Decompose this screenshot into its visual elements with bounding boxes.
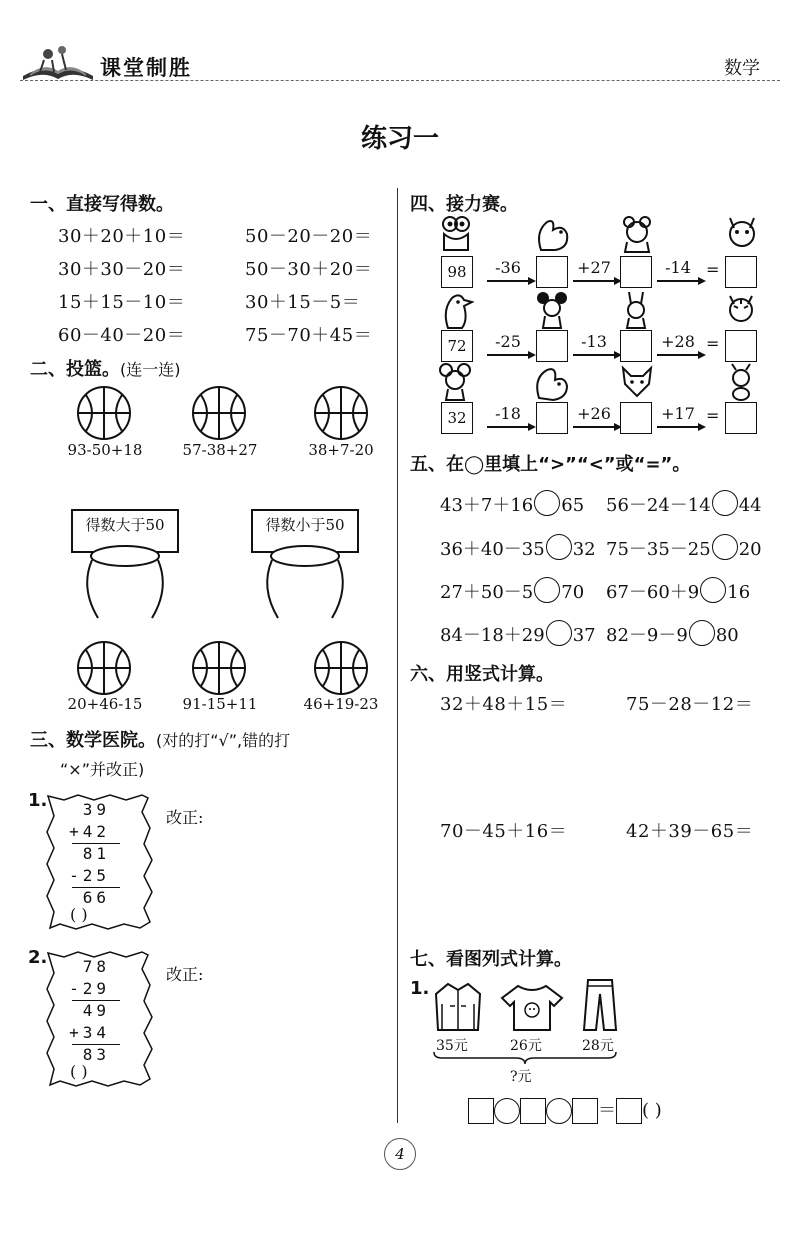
compare-item: 75－35－25 20: [606, 534, 762, 561]
problem-number: 1.: [410, 978, 430, 999]
mental-math-item: 30＋30－20＝: [58, 259, 186, 280]
mental-math-item: 60－40－20＝: [58, 325, 186, 346]
equals-sign: =: [706, 406, 720, 425]
basketball-expression: 46+19-23: [303, 695, 379, 713]
basketball-icon: [313, 640, 369, 696]
basketball-expression: 93-50+18: [67, 441, 143, 459]
mental-math-item: 30＋20＋10＝: [58, 226, 186, 247]
compare-item: 36＋40－35 32: [440, 534, 596, 561]
basketball-icon: [313, 385, 369, 441]
equals-sign: ＝: [598, 1100, 616, 1121]
vertical-calc-line: 83: [82, 1045, 110, 1064]
mental-math-item: 50－30＋20＝: [245, 259, 373, 280]
compare-circle[interactable]: [534, 577, 560, 603]
ant-icon: [722, 362, 762, 402]
arrow-line: [487, 280, 529, 282]
judgement-paren: ( ): [70, 1062, 88, 1081]
compare-item: 56－24－14 44: [606, 490, 762, 517]
page-title: 练习一: [360, 124, 439, 154]
relay-answer-box[interactable]: [620, 330, 652, 362]
basketball-icon: [191, 640, 247, 696]
vertical-calc-line: 39: [82, 800, 110, 819]
cat-icon: [722, 214, 762, 254]
arrow-line: [657, 354, 699, 356]
relay-answer-box[interactable]: [725, 256, 757, 288]
answer-box[interactable]: [468, 1098, 494, 1124]
compare-item: 43＋7＋16 65: [440, 490, 584, 517]
operator-circle[interactable]: [546, 1098, 572, 1124]
section-3-title: 三、数学医院。(对的打“√”,错的打: [30, 730, 291, 751]
relay-operation: +27: [577, 258, 611, 277]
frog-icon: [438, 214, 474, 254]
relay-answer-box[interactable]: [725, 330, 757, 362]
section-7-title: 七、看图列式计算。: [410, 949, 572, 970]
compare-circle[interactable]: [700, 577, 726, 603]
basketball-expression: 38+7-20: [308, 441, 374, 459]
vertical-calc-line: 78: [82, 957, 110, 976]
header-title: 课堂制胜: [100, 56, 192, 80]
price-label: 35元: [436, 1038, 468, 1054]
column-calc-item: 32＋48＋15＝: [440, 694, 568, 715]
answer-box[interactable]: [520, 1098, 546, 1124]
relay-operation: -14: [665, 258, 691, 277]
relay-answer-box[interactable]: [536, 256, 568, 288]
arrow-icon: [528, 277, 536, 285]
relay-answer-box[interactable]: [536, 402, 568, 434]
tiger-icon: [722, 290, 762, 330]
header-divider: [20, 80, 780, 81]
vertical-calc-line: +34: [69, 1023, 110, 1042]
equals-sign: =: [706, 334, 720, 353]
correction-label: 改正:: [166, 808, 204, 827]
mouse-icon: [533, 290, 573, 330]
basketball-icon: [76, 640, 132, 696]
arrow-line: [573, 354, 615, 356]
squirrel-icon: [533, 362, 573, 402]
correction-label: 改正:: [166, 965, 204, 984]
pants-icon: [580, 978, 620, 1034]
jacket-icon: [432, 980, 484, 1034]
unit-paren: ( ): [642, 1100, 662, 1121]
brace-icon: [432, 1050, 618, 1066]
operator-circle[interactable]: [494, 1098, 520, 1124]
fox-icon: [617, 362, 657, 402]
compare-item: 67－60＋9 16: [606, 577, 750, 604]
total-label: ?元: [510, 1069, 532, 1085]
problem-number: 1.: [28, 790, 48, 811]
answer-box[interactable]: [572, 1098, 598, 1124]
arrow-icon: [528, 351, 536, 359]
vertical-calc-line: 49: [82, 1001, 110, 1020]
compare-item: 84－18＋29 37: [440, 620, 596, 647]
vertical-calc-line: 81: [82, 844, 110, 863]
arrow-line: [487, 426, 529, 428]
basketball-expression: 20+46-15: [67, 695, 143, 713]
squirrel-icon: [533, 214, 573, 254]
relay-answer-box[interactable]: [536, 330, 568, 362]
vertical-calc-line: 66: [82, 888, 110, 907]
vertical-calc-line: +42: [69, 822, 110, 841]
column-calc-item: 42＋39－65＝: [626, 821, 754, 842]
compare-circle[interactable]: [546, 620, 572, 646]
arrow-line: [657, 426, 699, 428]
relay-answer-box[interactable]: [620, 402, 652, 434]
basketball-icon: [191, 385, 247, 441]
equals-sign: =: [706, 260, 720, 279]
relay-operation: -13: [581, 332, 607, 351]
compare-circle[interactable]: [689, 620, 715, 646]
relay-start-value: 98: [441, 256, 473, 288]
vertical-calc-line: -25: [69, 866, 110, 885]
compare-item: 82－9－9 80: [606, 620, 739, 647]
compare-circle[interactable]: [546, 534, 572, 560]
mouse-icon: [438, 362, 474, 402]
judgement-paren: ( ): [70, 905, 88, 924]
vertical-calc-line: -29: [69, 979, 110, 998]
equation-template: [468, 1096, 662, 1124]
basketball-expression: 57-38+27: [182, 441, 258, 459]
price-label: 26元: [510, 1038, 542, 1054]
arrow-icon: [698, 423, 706, 431]
column-calc-item: 70－45＋16＝: [440, 821, 568, 842]
column-calc-item: 75－28－12＝: [626, 694, 754, 715]
relay-operation: +28: [661, 332, 695, 351]
relay-answer-box[interactable]: [725, 402, 757, 434]
mental-math-item: 30＋15－5＝: [245, 292, 361, 313]
compare-circle[interactable]: [712, 490, 738, 516]
section-2-title: 二、投篮。(连一连): [30, 359, 181, 380]
mental-math-item: 50－20－20＝: [245, 226, 373, 247]
answer-box[interactable]: [616, 1098, 642, 1124]
tshirt-icon: [500, 982, 564, 1034]
header-subject: 数学: [724, 58, 760, 79]
section-3-title-cont: “×”并改正): [60, 760, 145, 779]
arrow-line: [573, 280, 615, 282]
basketball-expression: 91-15+11: [182, 695, 258, 713]
problem-number: 2.: [28, 947, 48, 968]
price-label: 28元: [582, 1038, 614, 1054]
hoop-label: 得数小于50: [265, 516, 345, 534]
arrow-icon: [528, 423, 536, 431]
relay-start-value: 32: [441, 402, 473, 434]
section-4-title: 四、接力赛。: [410, 194, 518, 215]
section-6-title: 六、用竖式计算。: [410, 664, 554, 685]
basketball-icon: [76, 385, 132, 441]
relay-operation: +26: [577, 404, 611, 423]
section-5-title: 五、在◯里填上“>”“<”或“=”。: [410, 454, 691, 475]
arrow-icon: [698, 351, 706, 359]
bear-icon: [617, 214, 657, 254]
section-1-title: 一、直接写得数。: [30, 194, 174, 215]
relay-start-value: 72: [441, 330, 473, 362]
relay-operation: +17: [661, 404, 695, 423]
header-logo: [18, 36, 98, 82]
relay-operation: -18: [495, 404, 521, 423]
relay-operation: -36: [495, 258, 521, 277]
rabbit-icon: [617, 290, 657, 330]
mental-math-item: 15＋15－10＝: [58, 292, 186, 313]
mental-math-item: 75－70＋45＝: [245, 325, 373, 346]
compare-circle[interactable]: [534, 490, 560, 516]
hoop-label: 得数大于50: [85, 516, 165, 534]
compare-circle[interactable]: [712, 534, 738, 560]
relay-operation: -25: [495, 332, 521, 351]
arrow-icon: [698, 277, 706, 285]
column-divider: [397, 188, 398, 1123]
arrow-line: [657, 280, 699, 282]
eagle-icon: [438, 290, 474, 330]
arrow-line: [573, 426, 615, 428]
arrow-line: [487, 354, 529, 356]
relay-answer-box[interactable]: [620, 256, 652, 288]
compare-item: 27＋50－5 70: [440, 577, 584, 604]
page-number: 4: [384, 1138, 416, 1170]
